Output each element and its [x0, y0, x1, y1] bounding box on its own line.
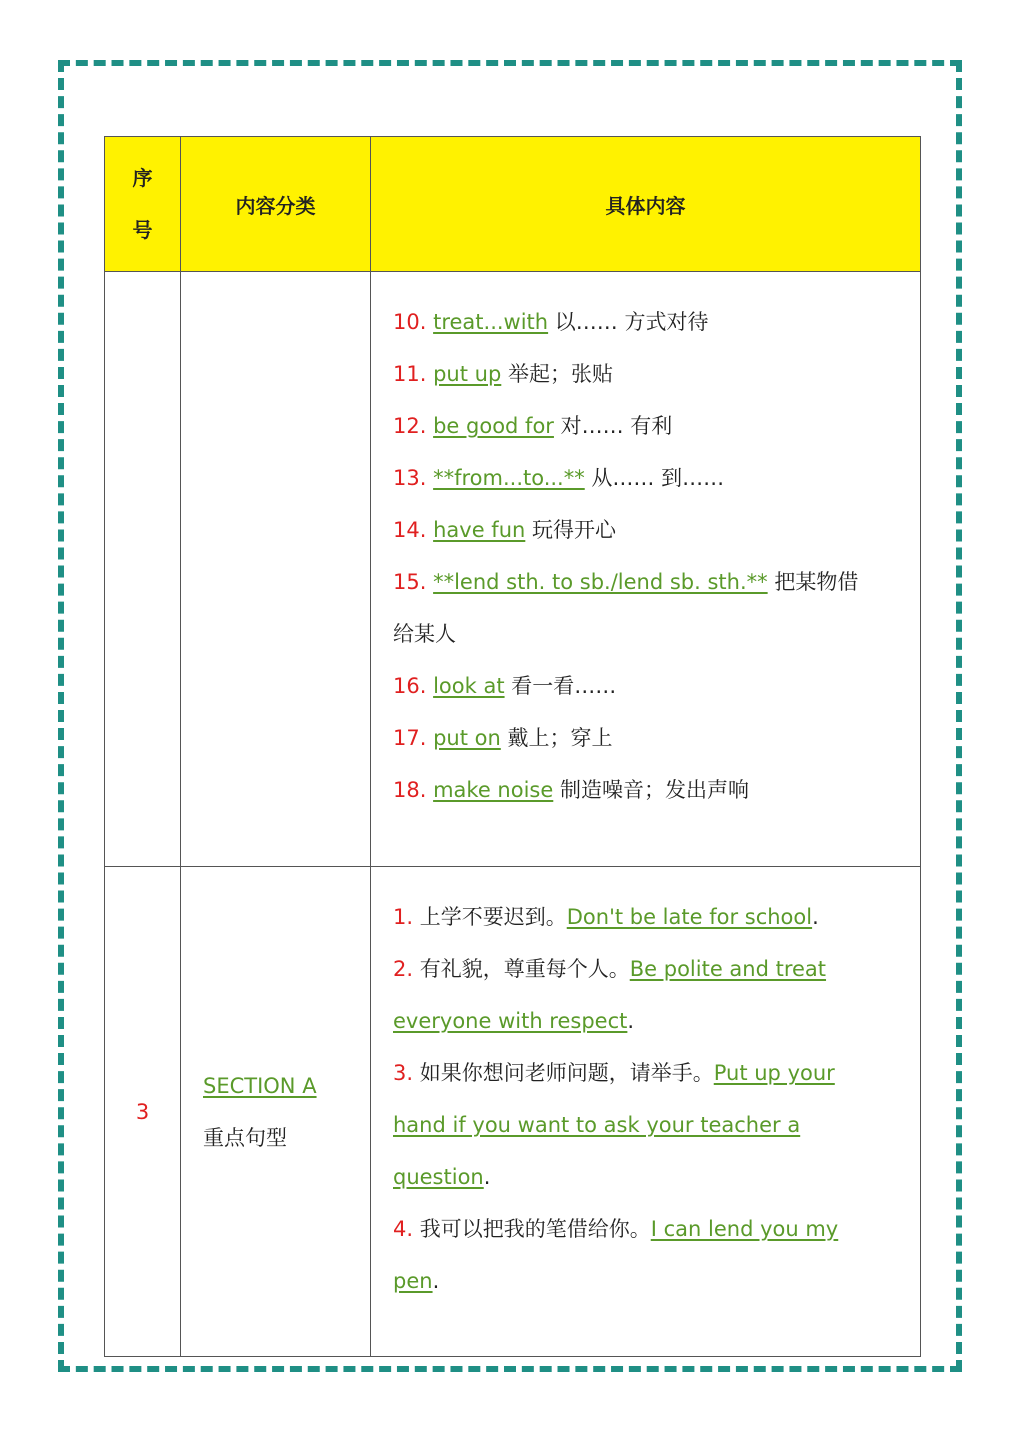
list-item: 14. have fun 玩得开心	[393, 518, 616, 542]
header-category: 内容分类	[181, 137, 371, 272]
table-header-row	[105, 137, 921, 272]
list-item: 15. **lend sth. to sb./lend sb. sth.** 把某物借	[393, 570, 859, 594]
list-item: 16. look at 看一看……	[393, 674, 617, 698]
category-section: SECTION A	[203, 1073, 317, 1098]
list-item: 12. be good for 对…… 有利	[393, 414, 673, 438]
list-item: 13. **from...to...** 从…… 到……	[393, 466, 725, 490]
header-seq-line1: 序	[132, 166, 153, 190]
list-item-continuation: 给某人	[393, 622, 456, 646]
list-item-continuation: pen.	[393, 1269, 440, 1293]
seq-cell-empty	[105, 272, 181, 867]
list-item: 3. 如果你想问老师问题，请举手。Put up your	[393, 1061, 835, 1085]
list-item: 2. 有礼貌，尊重每个人。Be polite and treat	[393, 957, 827, 981]
list-item: 18. make noise 制造噪音；发出声响	[393, 778, 749, 802]
table-row	[105, 867, 921, 1357]
list-item: 4. 我可以把我的笔借给你。I can lend you my	[393, 1217, 839, 1241]
content-cell-phrases	[371, 272, 921, 867]
list-item: 17. put on 戴上；穿上	[393, 726, 613, 750]
header-content: 具体内容	[371, 137, 921, 272]
category-cell-empty	[181, 272, 371, 867]
list-item-continuation: everyone with respect.	[393, 1009, 635, 1033]
list-item-continuation: hand if you want to ask your teacher a	[393, 1113, 801, 1137]
category-label: 重点句型	[203, 1125, 287, 1150]
list-item: 1. 上学不要迟到。Don't be late for school.	[393, 905, 819, 929]
header-seq	[105, 137, 181, 272]
content-cell-sentences	[371, 867, 921, 1357]
seq-number: 3	[135, 1099, 150, 1124]
vocabulary-table	[104, 136, 921, 1357]
header-seq-line2: 号	[132, 218, 153, 242]
list-item: 10. treat...with 以…… 方式对待	[393, 310, 709, 334]
seq-cell	[105, 867, 181, 1357]
category-cell	[181, 867, 371, 1357]
list-item: 11. put up 举起；张贴	[393, 362, 613, 386]
table-row	[105, 272, 921, 867]
list-item-continuation: question.	[393, 1165, 491, 1189]
